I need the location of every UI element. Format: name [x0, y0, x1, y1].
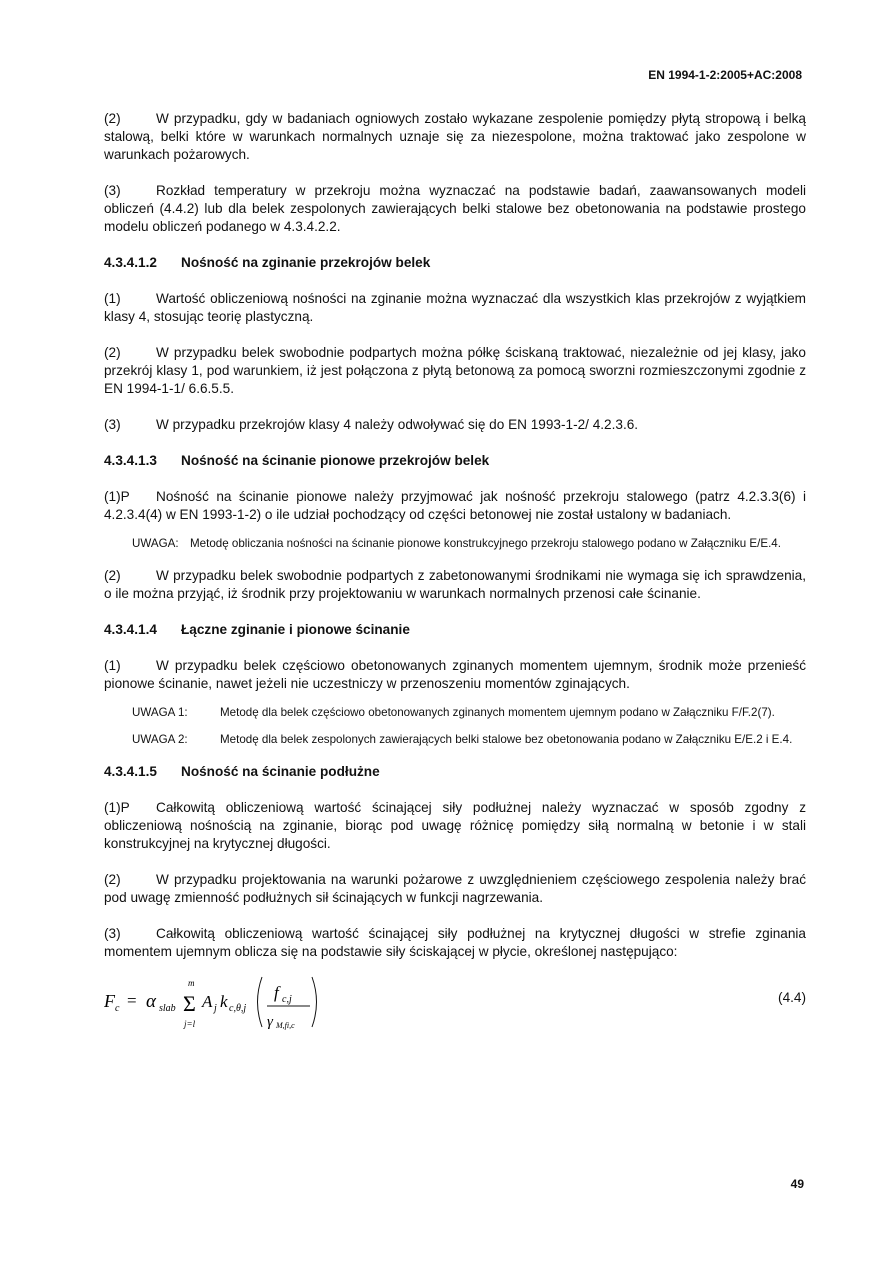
paragraph-number: (2)	[104, 345, 121, 360]
formula-sum-lower: j=l	[184, 1019, 196, 1029]
formula-sum-upper: m	[188, 978, 195, 988]
paragraph-number: (2)	[104, 111, 121, 126]
formula-gamma-subscript: M,fi,c	[276, 1021, 295, 1030]
section-number: 4.3.4.1.4	[104, 622, 157, 637]
note	[132, 536, 806, 551]
paragraph-text: W przypadku belek swobodnie podpartych można półkę ściskaną traktować, niezależnie od jej klasy, jako przekrój klasy 1, pod warunkiem, iż jest połączona z płytą betonową za pomocą sworzni rozmieszczonymi zgodnie z EN 1994-1-1/ 6.6.5.5.	[104, 345, 806, 396]
paragraph-text: W przypadku belek swobodnie podpartych z zabetonowanymi środnikami nie wymaga się ich sprawdzenia, o ile można przyjąć, iż środnik przy projektowaniu w warunkach normalnych przenosi całe ścinanie.	[104, 568, 806, 601]
note-text: Metodę dla belek zespolonych zawierających belki stalowe bez obetonowania podano w Załączniku E/E.2 i E.4.	[220, 733, 793, 746]
formula-F-subscript: c	[115, 1003, 120, 1014]
paragraph-number: (2)	[104, 568, 121, 583]
section-heading-4-3-4-1-5	[104, 763, 806, 781]
note-text: Metodę obliczania nośności na ścinanie pionowe konstrukcyjnego przekroju stalowego podano w Załączniku E/E.4.	[190, 537, 781, 550]
section-heading-4-3-4-1-3	[104, 452, 806, 470]
section-title: Łączne zginanie i pionowe ścinanie	[181, 622, 410, 637]
paragraph-number: (3)	[104, 926, 121, 941]
section-heading-4-3-4-1-4	[104, 621, 806, 639]
paragraph-number: (3)	[104, 417, 121, 432]
section-title: Nośność na zginanie przekrojów belek	[181, 255, 431, 270]
paragraph	[104, 290, 806, 326]
note-label: UWAGA 2:	[132, 733, 188, 746]
paragraph-text: W przypadku, gdy w badaniach ogniowych zostało wykazane zespolenie pomiędzy płytą stropową i belką stalową, belki które w warunkach normalnych uznaje się za niezespolone, można traktować jako zespolone w warunkach pożarowych.	[104, 111, 806, 162]
note-label: UWAGA:	[132, 537, 179, 550]
equation-4-4	[104, 969, 806, 1039]
paragraph-number: (1)P	[104, 800, 130, 815]
paragraph-text: Całkowitą obliczeniową wartość ścinającej siły podłużnej należy wyznaczać w sposób zgodny z obliczeniową nośnością na zginanie, biorąc pod uwagę różnicę pomiędzy siłą normalną w betonie i w stali konstrukcyjnej na krytycznej długości.	[104, 800, 806, 851]
paragraph-number: (2)	[104, 872, 121, 887]
paragraph-text: W przypadku przekrojów klasy 4 należy odwoływać się do EN 1993-1-2/ 4.2.3.6.	[156, 417, 639, 432]
page-content	[104, 110, 806, 1039]
equation-number: (4.4)	[778, 990, 806, 1005]
formula-graphic	[104, 969, 364, 1039]
formula-f: f	[274, 983, 279, 1002]
section-number: 4.3.4.1.3	[104, 453, 157, 468]
note-label: UWAGA 1:	[132, 706, 188, 719]
note-text: Metodę dla belek częściowo obetonowanych zginanych momentem ujemnym podano w Załączniku F/F.2(7).	[220, 706, 775, 719]
formula-alpha: α	[146, 991, 156, 1012]
paragraph	[104, 567, 806, 603]
note-1	[132, 705, 806, 720]
paragraph	[104, 871, 806, 907]
page-number: 49	[790, 1177, 804, 1191]
paragraph	[104, 799, 806, 853]
formula-A-subscript: j	[214, 1003, 217, 1014]
paragraph-3	[104, 182, 806, 236]
section-number: 4.3.4.1.2	[104, 255, 157, 270]
document-header: EN 1994-1-2:2005+AC:2008	[648, 68, 802, 82]
paragraph-number: (1)	[104, 291, 121, 306]
note-2	[132, 732, 806, 747]
formula-equals: =	[127, 991, 137, 1010]
formula-k: k	[220, 992, 228, 1011]
paragraph-text: W przypadku projektowania na warunki pożarowe z uwzględnieniem częściowego zespolenia należy brać pod uwagę zmienność podłużnych sił ścinających w funkcji nagrzewania.	[104, 872, 806, 905]
paragraph	[104, 657, 806, 693]
paragraph-text: Wartość obliczeniową nośności na zginanie można wyznaczać dla wszystkich klas przekrojów z wyjątkiem klasy 4, stosując teorię plastyczną.	[104, 291, 806, 324]
paragraph-text: Całkowitą obliczeniową wartość ścinającej siły podłużnej na krytycznej długości w strefie zginania momentem ujemnym oblicza się na podstawie siły ściskającej w płycie, określonej następująco:	[104, 926, 806, 959]
section-title: Nośność na ścinanie podłużne	[181, 764, 380, 779]
paragraph	[104, 344, 806, 398]
formula-F: F	[104, 991, 115, 1011]
formula-alpha-subscript: slab	[159, 1003, 176, 1014]
paragraph-number: (1)	[104, 658, 121, 673]
formula-A: A	[202, 992, 213, 1011]
section-title: Nośność na ścinanie pionowe przekrojów belek	[181, 453, 490, 468]
paragraph-text: Nośność na ścinanie pionowe należy przyjmować jak nośność przekroju stalowego (patrz 4.2.3.3(6) i 4.2.3.4(4) w EN 1993-1-2) o ile udział pochodzący od części betonowej nie został ustalony w badaniach.	[104, 489, 806, 522]
paragraph	[104, 925, 806, 961]
formula-left-paren	[258, 977, 263, 1027]
section-heading-4-3-4-1-2	[104, 254, 806, 272]
section-number: 4.3.4.1.5	[104, 764, 157, 779]
paragraph	[104, 416, 806, 434]
paragraph-text: Rozkład temperatury w przekroju można wyznaczać na podstawie badań, zaawansowanych modeli obliczeń (4.4.2) lub dla belek zespolonych zawierających belki stalowe bez obetonowania na podstawie prostego modelu obliczeń podanego w 4.3.4.2.2.	[104, 183, 806, 234]
formula-f-subscript: c,j	[282, 994, 292, 1005]
paragraph	[104, 488, 806, 524]
formula-right-paren	[312, 977, 317, 1027]
formula-sum: Σ	[183, 991, 196, 1016]
formula-gamma: γ	[267, 1014, 273, 1030]
paragraph-number: (3)	[104, 183, 121, 198]
paragraph-2	[104, 110, 806, 164]
paragraph-text: W przypadku belek częściowo obetonowanych zginanych momentem ujemnym, środnik może przenieść pionowe ścinanie, nawet jeżeli nie uczestniczy w przenoszeniu momentów zginających.	[104, 658, 806, 691]
paragraph-number: (1)P	[104, 489, 130, 504]
formula-k-subscript: c,θ,j	[229, 1003, 247, 1014]
